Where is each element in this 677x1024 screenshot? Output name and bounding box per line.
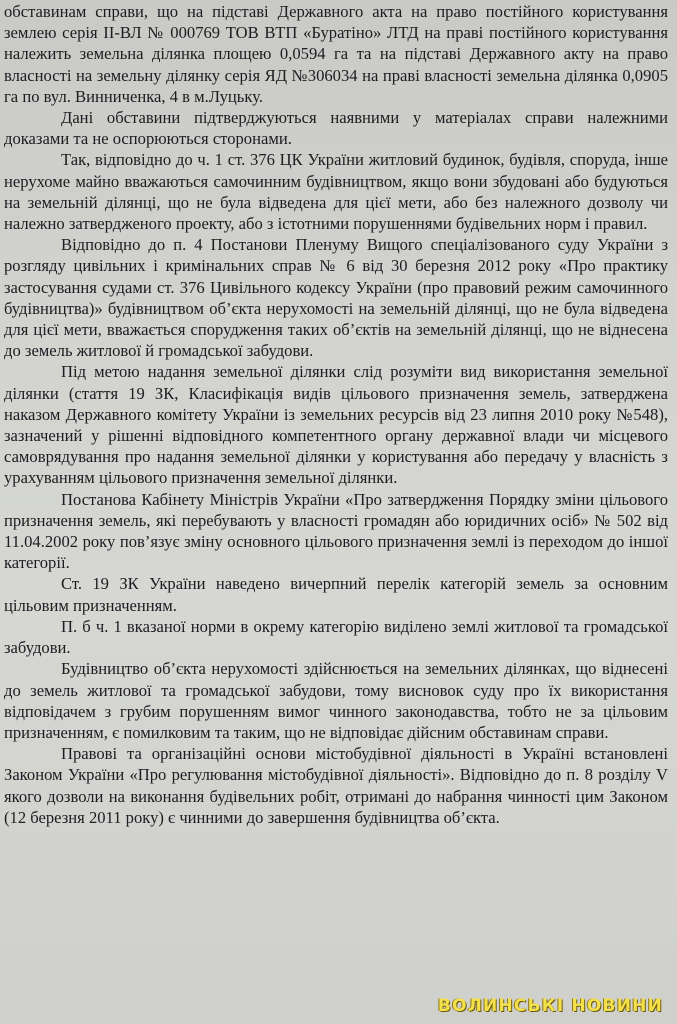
watermark-logo: ВОЛИНСЬКІ НОВИНИ [437, 996, 663, 1016]
paragraph-3: Так, відповідно до ч. 1 ст. 376 ЦК України житловий будинок, будівля, споруда, інше нерухоме майно вважаються самочинним будівництвом, якщо вони збудовані або будуються на земельній ділянці, що не була відведена для цієї мети, або без належного дозволу чи належно затвердженого проекту, або з істотними порушеннями будівельних норм і правил. [4, 150, 668, 234]
paragraph-8: П. б ч. 1 вказаної норми в окрему категорію виділено землі житлової та громадської забудови. [4, 616, 668, 658]
paragraph-4: Відповідно до п. 4 Постанови Пленуму Вищого спеціалізованого суду України з розгляду цивільних і кримінальних справ № 6 від 30 березня 2012 року «Про практику застосування судами ст. 376 Цивільного кодексу України (про правовий режим самочинного будівництва)» будівництвом об’єкта нерухомості на земельній ділянці, що не була відведена для цієї мети, вважається спорудження таких об’єктів на земельній ділянці, що не віднесена до земель житлової й громадської забудови. [4, 235, 668, 361]
document-page [4, 1, 668, 828]
paragraph-9: Будівництво об’єкта нерухомості здійснюється на земельних ділянках, що віднесені до земель житлової та громадської забудови, тому висновок суду про їх використання відповідачем з грубим порушенням вимог чинного законодавства, тобто не за цільовим призначенням, є помилковим та таким, що не відповідає дійсним обставинам справи. [4, 659, 668, 742]
paragraph-5: Під метою надання земельної ділянки слід розуміти вид використання земельної ділянки (стаття 19 ЗК, Класифікація видів цільового призначення земель, затверджена наказом Державного комітету України із земельних ресурсів від 23 липня 2010 року №548), зазначений у рішенні відповідного компетентного органу державної влади чи місцевого самоврядування про надання земельної ділянки у користування або передачу у власність з урахуванням цільового призначення земельної ділянки. [4, 362, 668, 488]
paragraph-6: Постанова Кабінету Міністрів України «Про затвердження Порядку зміни цільового призначення земель, які перебувають у власності громадян або юридичних осіб» № 502 від 11.04.2002 року пов’язує зміну основного цільового призначення землі із переходом до іншої категорії. [4, 489, 668, 573]
paragraph-10: Правові та організаційні основи містобудівної діяльності в Україні встановлені Законом України «Про регулювання містобудівної діяльності». Відповідно до п. 8 розділу V якого дозволи на виконання будівельних робіт, отримані до набрання чинності цим Законом (12 березня 2011 року) є чинними до завершення будівництва об’єкта. [4, 744, 668, 827]
paragraph-7: Ст. 19 ЗК України наведено вичерпний перелік категорій земель за основним цільовим призначенням. [4, 574, 668, 615]
paragraph-2: Дані обставини підтверджуються наявними у матеріалах справи належними доказами та не оспорюються сторонами. [4, 108, 668, 149]
paragraph-1: обставинам справи, що на підставі Державного акта на право постійного користування землею серія ІІ-ВЛ № 000769 ТОВ ВТП «Буратіно» ЛТД на праві постійного користування належить земельна ділянка площею 0,0594 га та на підставі Державного акту на право власності на земельну ділянку серія ЯД №306034 на праві власності земельна ділянка 0,0905 га по вул. Винниченка, 4 в м.Луцьку. [4, 2, 668, 106]
